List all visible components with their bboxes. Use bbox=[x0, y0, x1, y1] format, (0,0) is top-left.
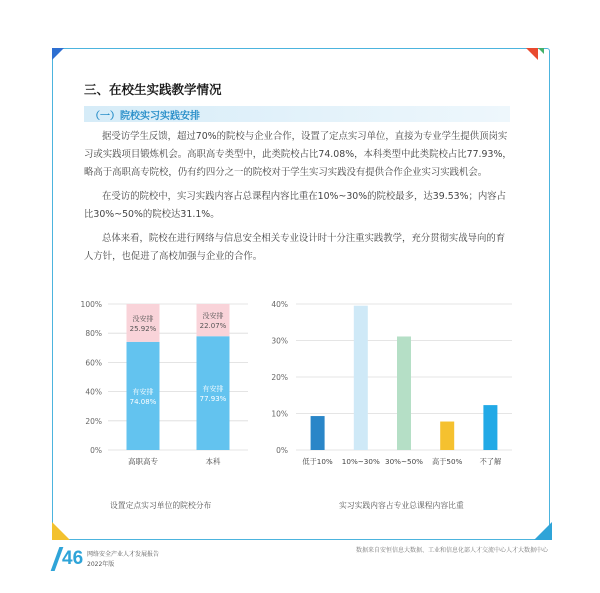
segment-value-label: 22.07% bbox=[199, 322, 227, 331]
segment-series-label: 有安排 bbox=[132, 387, 154, 396]
bar bbox=[440, 422, 454, 450]
y-tick-label: 0% bbox=[90, 446, 102, 455]
x-category-label: 高职高专 bbox=[128, 457, 158, 466]
x-category-label: 30%~50% bbox=[385, 457, 423, 466]
y-tick-label: 40% bbox=[271, 300, 288, 309]
subsection-title: （一）院校实习实践安排 bbox=[90, 111, 200, 122]
bar bbox=[397, 336, 411, 450]
y-tick-label: 0% bbox=[276, 446, 288, 455]
segment-value-label: 25.92% bbox=[129, 324, 157, 333]
segment-series-label: 没安排 bbox=[132, 314, 154, 323]
bar-chart-practice-content-share bbox=[262, 292, 520, 472]
stacked-bar-chart-internship-arrangement bbox=[76, 292, 256, 472]
report-title: 网络安全产业人才发展报告 bbox=[87, 551, 160, 558]
y-tick-label: 40% bbox=[85, 387, 102, 397]
corner-decoration-top-right bbox=[526, 48, 538, 60]
bar bbox=[483, 405, 497, 450]
segment-value-label: 74.08% bbox=[129, 397, 157, 406]
segment-series-label: 没安排 bbox=[202, 312, 224, 321]
data-source-note: 数据来自安恒信息大数据、工业和信息化部人才交流中心人才大数据中心 bbox=[355, 547, 548, 554]
chart-1-caption: 设置定点实习单位的院校分布 bbox=[110, 501, 212, 510]
x-category-label: 高于50% bbox=[432, 457, 463, 466]
x-category-label: 10%~30% bbox=[341, 457, 380, 466]
corner-decoration-top-left bbox=[52, 48, 64, 60]
corner-decoration-top-right-accent bbox=[538, 48, 544, 54]
y-tick-label: 80% bbox=[85, 329, 102, 339]
chart-2-caption: 实习实践内容占专业总课程内容比重 bbox=[339, 501, 464, 510]
y-tick-label: 30% bbox=[271, 336, 288, 346]
x-category-label: 不了解 bbox=[479, 457, 502, 466]
corner-decoration-bottom-left bbox=[52, 522, 70, 540]
corner-decoration-bottom-right bbox=[534, 522, 552, 540]
y-tick-label: 10% bbox=[271, 409, 288, 419]
paragraph-3: 总体来看，院校在进行网络与信息安全相关专业设计时十分注重实践教学，充分贯彻实战导向的育人方针，也促进了高校加强与企业的合作。 bbox=[84, 233, 506, 262]
section-title: 三、在校生实践教学情况 bbox=[84, 82, 222, 97]
segment-value-label: 77.93% bbox=[199, 395, 227, 404]
y-tick-label: 60% bbox=[85, 358, 102, 368]
x-category-label: 低于10% bbox=[302, 457, 333, 466]
paragraph-1: 据受访学生反馈，超过70%的院校与企业合作，设置了定点实习单位，直接为专业学生提供顶岗实习或实践项目锻炼机会。高职高专类型中，此类院校占比74.08%，本科类型中此类院校占比77.93%，略高于高职高专院校，仍有约四分之一的院校对于学生实习实践没有提供合作企业实习实践机会。 bbox=[84, 131, 512, 178]
page-number: 46 bbox=[62, 548, 84, 569]
segment-series-label: 有安排 bbox=[202, 385, 224, 394]
y-tick-label: 100% bbox=[80, 300, 102, 309]
report-year: 2022年版 bbox=[87, 561, 115, 568]
bar bbox=[311, 416, 325, 450]
y-tick-label: 20% bbox=[271, 373, 288, 382]
bar bbox=[354, 306, 368, 450]
x-category-label: 本科 bbox=[205, 457, 221, 466]
paragraph-2: 在受访的院校中，实习实践内容占总课程内容比重在10%~30%的院校最多，达39.53%；内容占比30%~50%的院校达31.1%。 bbox=[84, 191, 507, 220]
y-tick-label: 20% bbox=[85, 416, 102, 426]
